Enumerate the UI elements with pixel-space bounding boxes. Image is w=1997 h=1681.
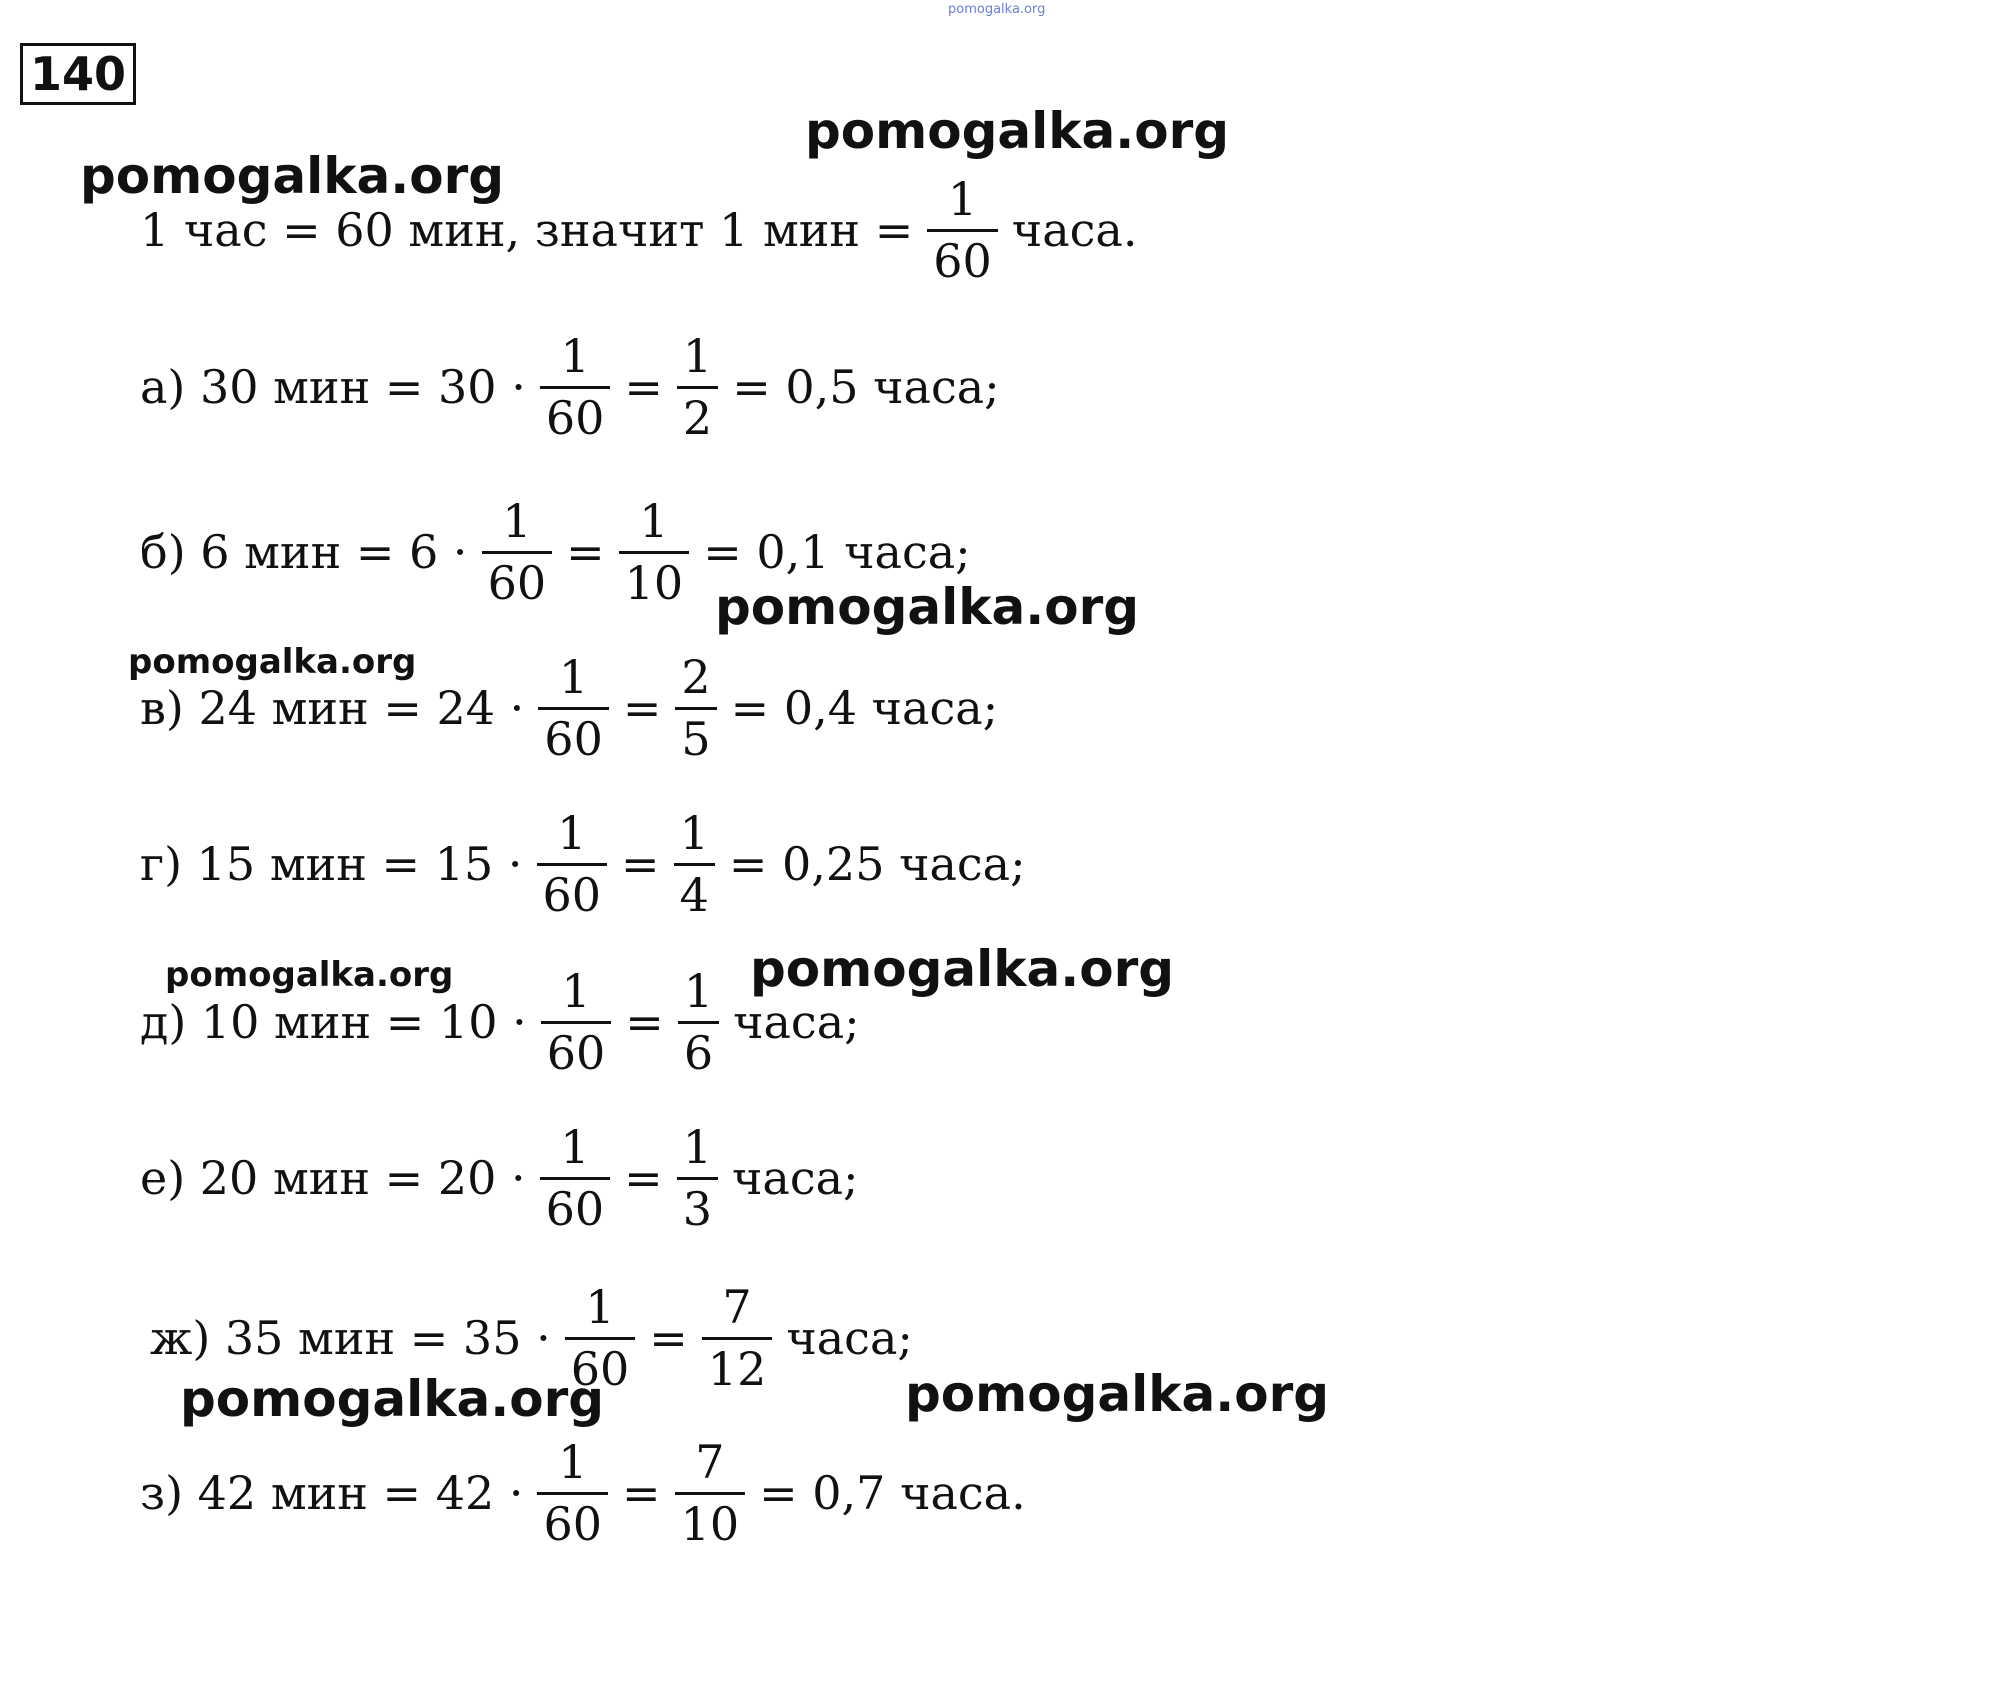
problem-number: 140 [20, 43, 136, 105]
denominator: 2 [682, 390, 713, 445]
item-line-a [140, 328, 1000, 445]
fraction [540, 1118, 611, 1239]
numerator: 1 [679, 805, 709, 860]
equals-sign: = [622, 681, 662, 735]
numerator: 1 [558, 649, 589, 704]
numerator: 1 [558, 1434, 588, 1489]
denominator: 3 [682, 1181, 712, 1236]
numerator: 1 [682, 328, 713, 383]
denominator: 12 [707, 1341, 767, 1396]
item-tail: = 0,4 часа; [730, 681, 999, 735]
numerator: 1 [560, 1119, 590, 1174]
denominator: 10 [680, 1496, 740, 1551]
item-tail: = 0,5 часа; [732, 360, 1000, 414]
fraction [927, 170, 998, 291]
item-line-z [140, 1434, 1026, 1551]
numerator: 1 [560, 328, 590, 383]
watermark: pomogalka.org [165, 955, 454, 995]
denominator: 6 [683, 1025, 714, 1080]
denominator: 10 [624, 555, 684, 610]
fraction [677, 327, 718, 448]
denominator: 5 [681, 711, 711, 766]
item-line-g [140, 805, 1026, 922]
item-line-b [140, 493, 971, 610]
denominator: 60 [933, 233, 992, 288]
numerator: 1 [561, 963, 591, 1018]
item-line-e [140, 1119, 859, 1236]
fraction [678, 962, 719, 1083]
fraction [537, 1433, 608, 1554]
fraction [538, 648, 609, 769]
item-tail: часа; [733, 995, 860, 1049]
fraction [619, 492, 690, 613]
watermark: pomogalka.org [905, 1365, 1330, 1423]
numerator: 2 [681, 649, 711, 704]
numerator: 1 [682, 1119, 712, 1174]
fraction [674, 804, 715, 925]
denominator: 60 [570, 1341, 630, 1396]
denominator: 60 [542, 867, 602, 922]
watermark: pomogalka.org [715, 578, 1140, 636]
fraction [675, 1433, 746, 1554]
watermark: pomogalka.org [805, 102, 1230, 160]
item-tail: часа; [786, 1311, 913, 1365]
numerator: 1 [585, 1279, 615, 1334]
item-label: е) 20 мин = 20 · [140, 1151, 526, 1205]
equals-sign: = [621, 837, 660, 891]
equals-sign: = [622, 1466, 661, 1520]
watermark-top-tiny: pomogalka.org [948, 2, 1046, 17]
item-line-v [140, 649, 999, 766]
denominator: 4 [679, 867, 709, 922]
fraction [565, 1278, 636, 1399]
item-tail: = 0,1 часа; [703, 525, 971, 579]
item-label: з) 42 мин = 42 · [140, 1466, 524, 1520]
fraction [675, 648, 716, 769]
denominator: 60 [544, 711, 603, 766]
item-tail: часа; [731, 1151, 859, 1205]
equals-sign: = [649, 1311, 688, 1365]
equals-sign: = [624, 360, 663, 414]
fraction [677, 1118, 718, 1239]
numerator: 1 [557, 805, 587, 860]
fraction [540, 327, 611, 448]
item-tail: = 0,7 часа. [759, 1466, 1026, 1520]
unit-text: часа. [1011, 203, 1138, 257]
denominator: 60 [546, 1025, 606, 1080]
item-label: д) 10 мин = 10 · [140, 995, 527, 1049]
item-label: а) 30 мин = 30 · [140, 360, 526, 414]
intro-text: 1 час = 60 мин, значит 1 мин = [140, 203, 914, 257]
numerator: 1 [683, 963, 714, 1018]
item-label: г) 15 мин = 15 · [140, 837, 523, 891]
denominator: 60 [545, 390, 605, 445]
watermark: pomogalka.org [750, 940, 1175, 998]
denominator: 60 [487, 555, 547, 610]
numerator: 7 [695, 1434, 725, 1489]
watermark: pomogalka.org [128, 642, 417, 682]
numerator: 1 [947, 171, 978, 226]
fraction [537, 804, 608, 925]
numerator: 1 [639, 493, 669, 548]
equals-sign: = [625, 995, 664, 1049]
equals-sign: = [624, 1151, 663, 1205]
watermark: pomogalka.org [80, 147, 505, 205]
fraction [541, 962, 612, 1083]
watermark: pomogalka.org [180, 1370, 605, 1428]
item-label: б) 6 мин = 6 · [140, 525, 468, 579]
numerator: 7 [722, 1279, 752, 1334]
fraction [702, 1278, 773, 1399]
item-tail: = 0,25 часа; [728, 837, 1026, 891]
item-label: в) 24 мин = 24 · [140, 681, 525, 735]
equals-sign: = [566, 525, 605, 579]
denominator: 60 [543, 1496, 603, 1551]
fraction [482, 492, 553, 613]
numerator: 1 [502, 493, 532, 548]
item-line-d [140, 963, 860, 1080]
item-line-zh [150, 1279, 913, 1396]
denominator: 60 [545, 1181, 605, 1236]
item-label: ж) 35 мин = 35 · [150, 1311, 551, 1365]
